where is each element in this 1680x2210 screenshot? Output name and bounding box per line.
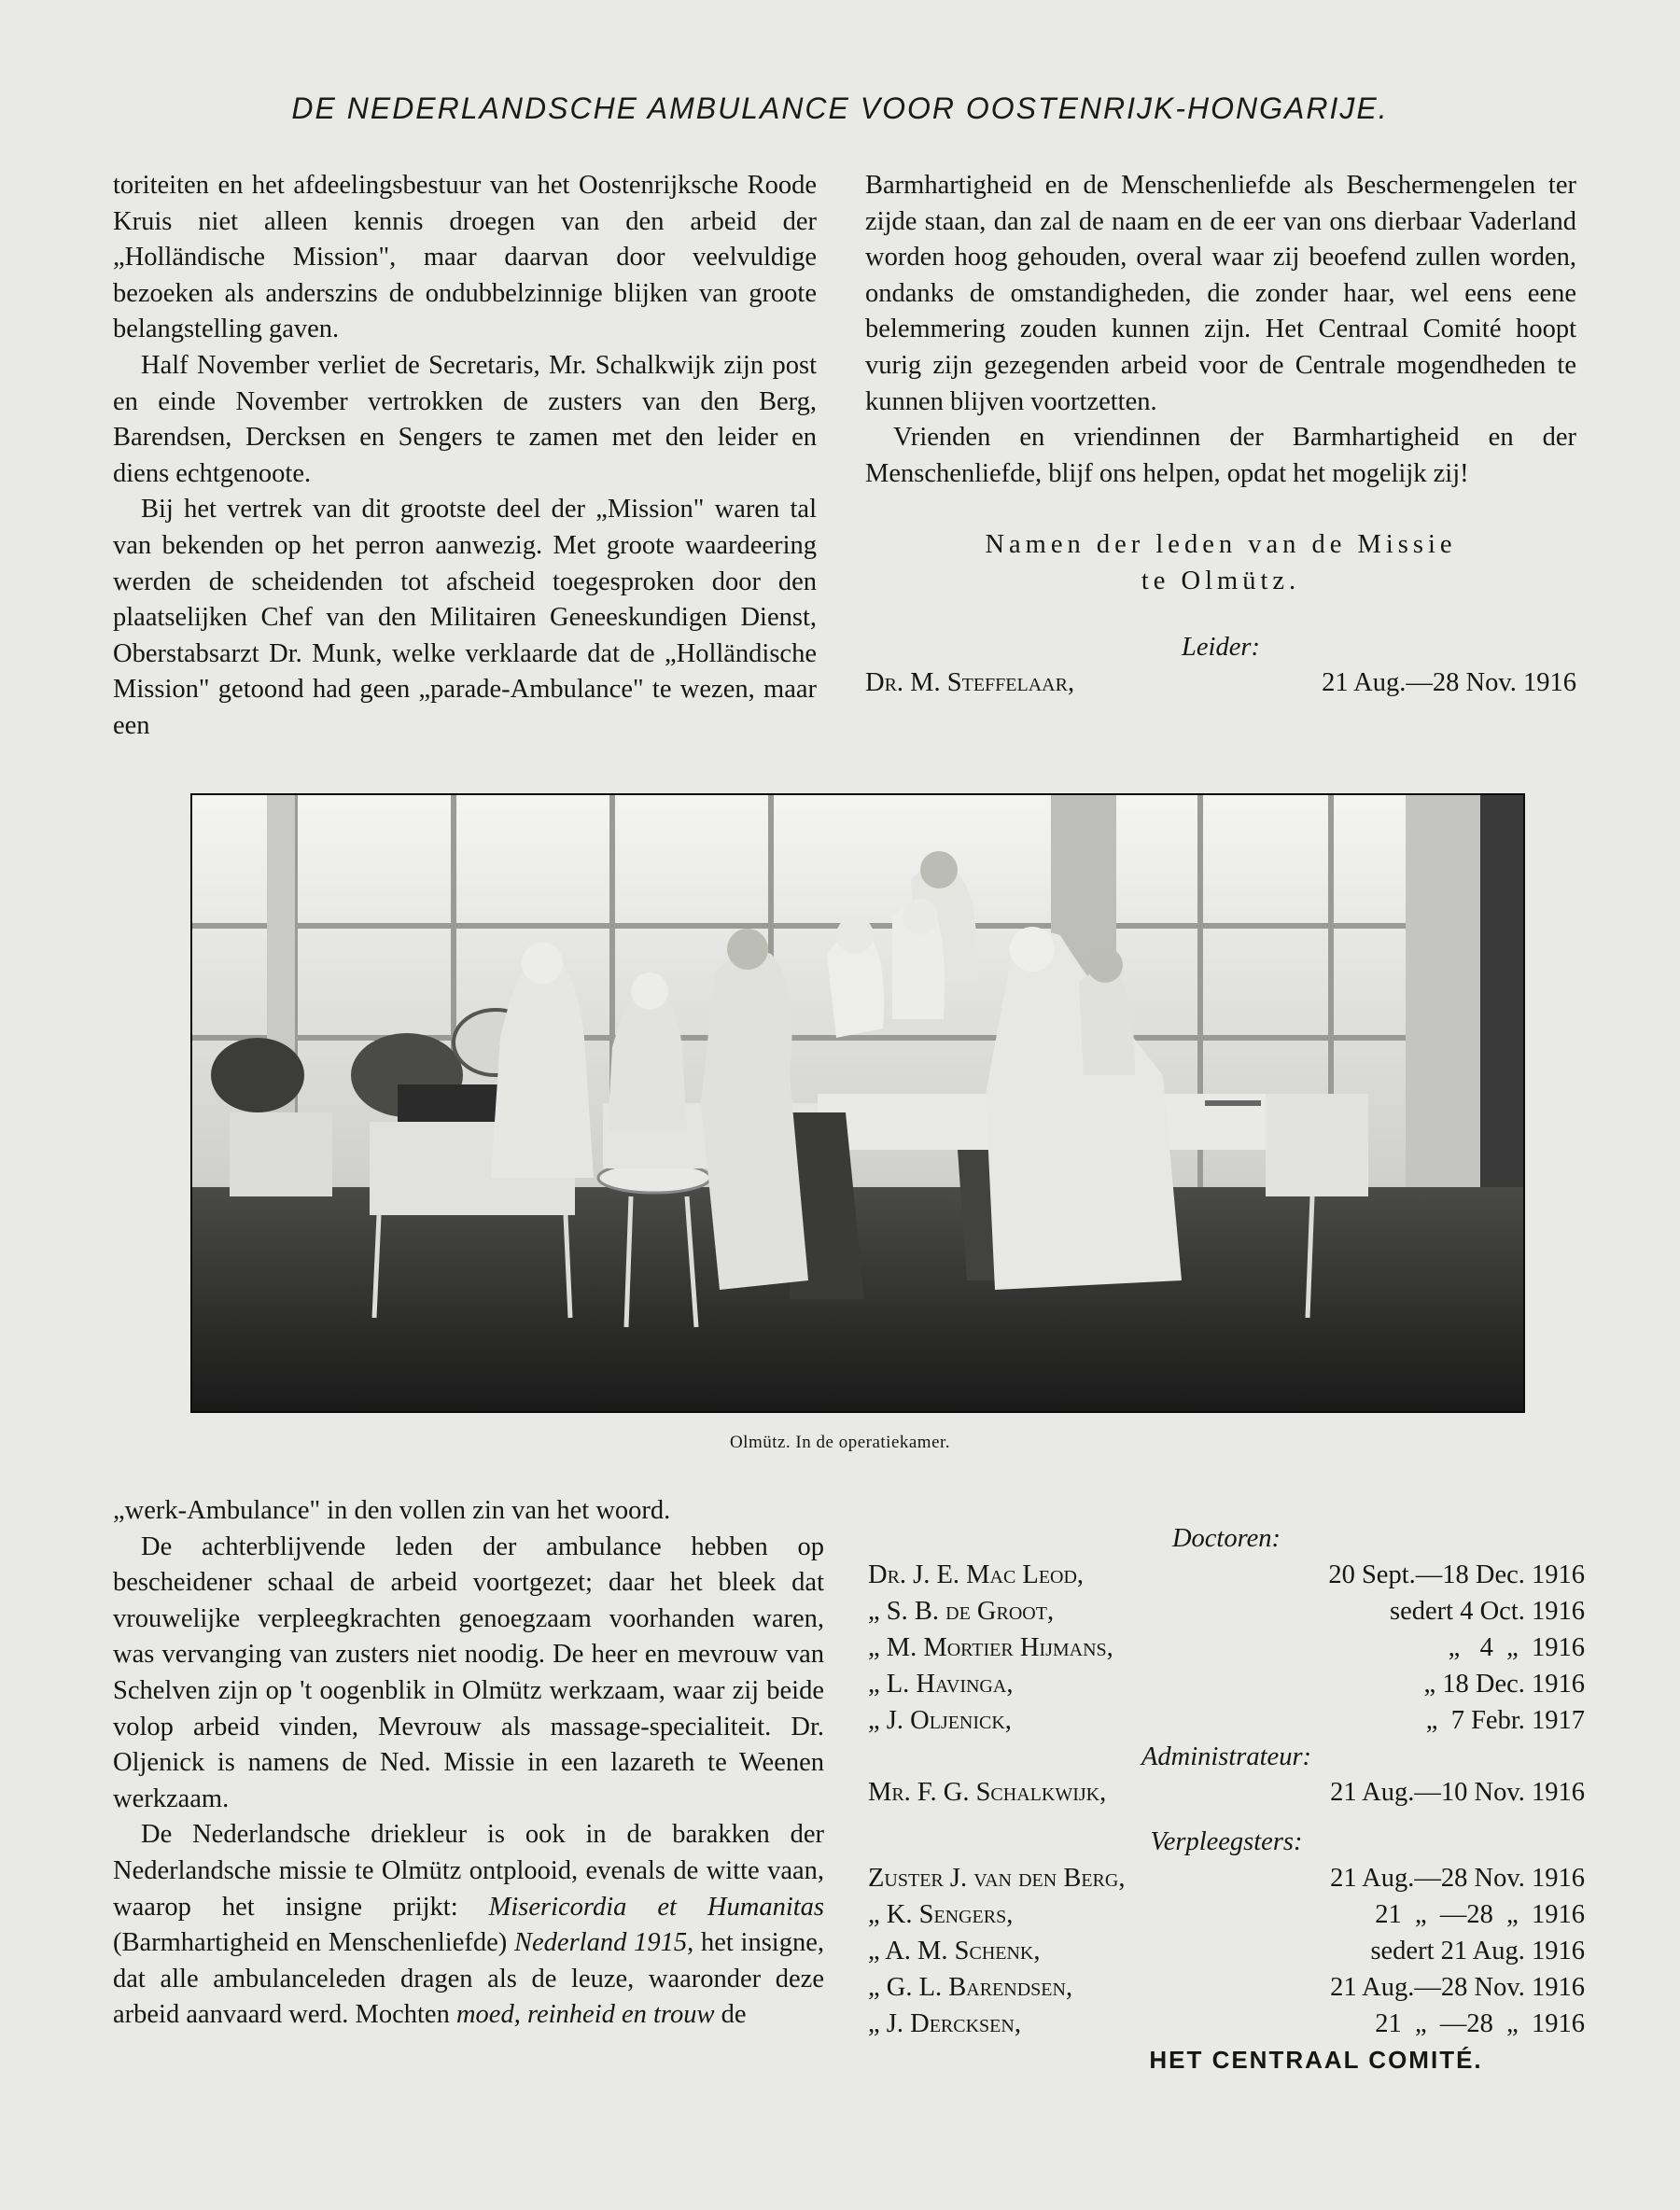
member-row: [868, 2007, 1585, 2043]
column-top-left: [113, 168, 817, 745]
paragraph: Vrienden en vriendinnen der Barmhartigheid en der Menschenliefde, blijf ons helpen, opdat het mogelijk zij!: [865, 423, 1576, 488]
nurses-list: [868, 1861, 1585, 2043]
running-header: DE NEDERLANDSCHE AMBULANCE VOOR OOSTENRIJK-HONGARIJE.: [291, 91, 1389, 125]
member-row: [868, 1897, 1585, 1934]
member-name: „ S. B. de Groot,: [868, 1596, 1055, 1626]
member-dates: 21 Aug.—10 Nov. 1916: [1330, 1778, 1585, 1808]
members-title: Namen der leden van de Missie: [985, 530, 1457, 560]
member-name: Dr. M. Steffelaar,: [865, 668, 1075, 698]
member-dates: 21 Aug.—28 Nov. 1916: [1322, 668, 1576, 698]
member-dates: 21 Aug.—28 Nov. 1916: [1330, 1972, 1585, 2002]
member-row: [868, 1667, 1585, 1703]
column-bottom-right: [868, 1521, 1585, 2043]
column-top-right: [865, 168, 1576, 702]
member-dates: 21 Aug.—28 Nov. 1916: [1330, 1863, 1585, 1893]
member-dates: 20 Sept.—18 Dec. 1916: [1328, 1560, 1585, 1589]
member-dates: sedert 4 Oct. 1916: [1390, 1596, 1585, 1626]
paragraph: De achterblijvende leden der ambulance hebben op bescheidener schaal de arbeid voortgezet; daar het bleek dat vrouwelijke verpleegkrachten genoegzaam voorhanden waren, was vervanging van zusters niet noodig. De heer en mevrouw van Schelven zijn op 't oogenblik in Olmütz werkzaam, waar zij beide volop arbeid vinden, Mevrouw als massage-specialiteit. Dr. Oljenick is namens de Ned. Missie in een lazareth te Weenen werkzaam.: [113, 1532, 824, 1813]
member-row: [868, 1861, 1585, 1897]
operating-room-photo: [190, 793, 1525, 1413]
paragraph: Barmhartigheid en de Menschenliefde als Beschermengelen ter zijde staan, dan zal de naam en de eer van ons dierbaar Vaderland worden hoog gehouden, overal waar zij beoefend zullen worden, ondanks de omstandigheden, die zonder haar, wel eens eene belemmering zouden kunnen zijn. Het Centraal Comité hoopt vurig zijn gezegenden arbeid voor de Centrale mogendheden te kunnen blijven voortzetten.: [865, 171, 1576, 416]
member-row: [868, 1703, 1585, 1740]
member-name: „ K. Sengers,: [868, 1899, 1014, 1929]
member-row: [868, 1775, 1585, 1811]
doctors-list: [868, 1558, 1585, 1740]
member-row: [868, 1558, 1585, 1594]
photo-caption: Olmütz. In de operatiekamer.: [729, 1433, 951, 1452]
member-dates: „ 18 Dec. 1916: [1423, 1669, 1585, 1699]
leader-row: [865, 665, 1576, 702]
paragraph: „werk-Ambulance" in den vollen zin van het woord.: [113, 1496, 671, 1525]
doctors-heading: Doctoren:: [1171, 1524, 1281, 1553]
members-subtitle: te Olmütz.: [1141, 566, 1301, 595]
photo-illustration: [192, 795, 1523, 1411]
member-name: Mr. F. G. Schalkwijk,: [868, 1778, 1107, 1808]
member-name: „ J. Dercksen,: [868, 2008, 1021, 2038]
member-row: [868, 1970, 1585, 2007]
admin-heading: Administrateur:: [1141, 1741, 1312, 1771]
nurses-heading: Verpleegsters:: [1150, 1827, 1303, 1857]
paragraph: Bij het vertrek van dit grootste deel der „Mission" waren tal van bekenden op het perron aanwezig. Met groote waardeering werden de scheidenden tot afscheid toegesproken door den plaatselijken Chef van den Militairen Geneeskundigen Dienst, Oberstabsarzt Dr. Munk, welke verklaarde dat de „Holländische Mission" getoond had geen „parade-Ambulance" te wezen, maar een: [113, 495, 817, 740]
column-bottom-left: [113, 1493, 824, 2034]
member-dates: „ 4 „ 1916: [1448, 1632, 1585, 1662]
member-name: „ G. L. Barendsen,: [868, 1972, 1073, 2002]
member-dates: „ 7 Febr. 1917: [1425, 1705, 1585, 1735]
member-row: [868, 1630, 1585, 1667]
paragraph: De Nederlandsche driekleur is ook in de barakken der Nederlandsche missie te Olmütz ontplooid, evenals de witte vaan, waarop het insigne prijkt: Misericordia et Humanitas (Barmhartigheid en Menschenliefde) Nederland 1915, het insigne, dat alle ambulanceleden dragen als de leuze, waaronder deze arbeid aanvaard werd. Mochten moed, reinheid en trouw de: [113, 1820, 824, 2030]
signature: HET CENTRAAL COMITÉ.: [1149, 2046, 1483, 2074]
paragraph: toriteiten en het afdeelingsbestuur van het Oostenrijksche Roode Kruis niet alleen kennis droegen van den arbeid der „Holländische Mission", maar daarvan door veelvuldige bezoeken als anderszins de ondubbelzinnige blijken van groote belangstelling gaven.: [113, 171, 817, 344]
member-dates: 21 „ —28 „ 1916: [1375, 1899, 1585, 1929]
member-name: „ A. M. Schenk,: [868, 1936, 1041, 1965]
member-name: „ L. Havinga,: [868, 1669, 1014, 1699]
member-name: Dr. J. E. Mac Leod,: [868, 1560, 1085, 1589]
paragraph: Half November verliet de Secretaris, Mr. Schalkwijk zijn post en einde November vertrokken de zusters van den Berg, Barendsen, Dercksen en Sengers te zamen met den leider en diens echtgenoote.: [113, 350, 817, 488]
member-dates: 21 „ —28 „ 1916: [1375, 2008, 1585, 2038]
member-name: „ M. Mortier Hijmans,: [868, 1632, 1113, 1662]
member-name: Zuster J. van den Berg,: [868, 1863, 1126, 1893]
member-row: [868, 1594, 1585, 1630]
member-row: [868, 1934, 1585, 1970]
member-dates: sedert 21 Aug. 1916: [1370, 1936, 1585, 1965]
leader-heading: Leider:: [1182, 632, 1260, 662]
member-name: „ J. Oljenick,: [868, 1705, 1012, 1735]
